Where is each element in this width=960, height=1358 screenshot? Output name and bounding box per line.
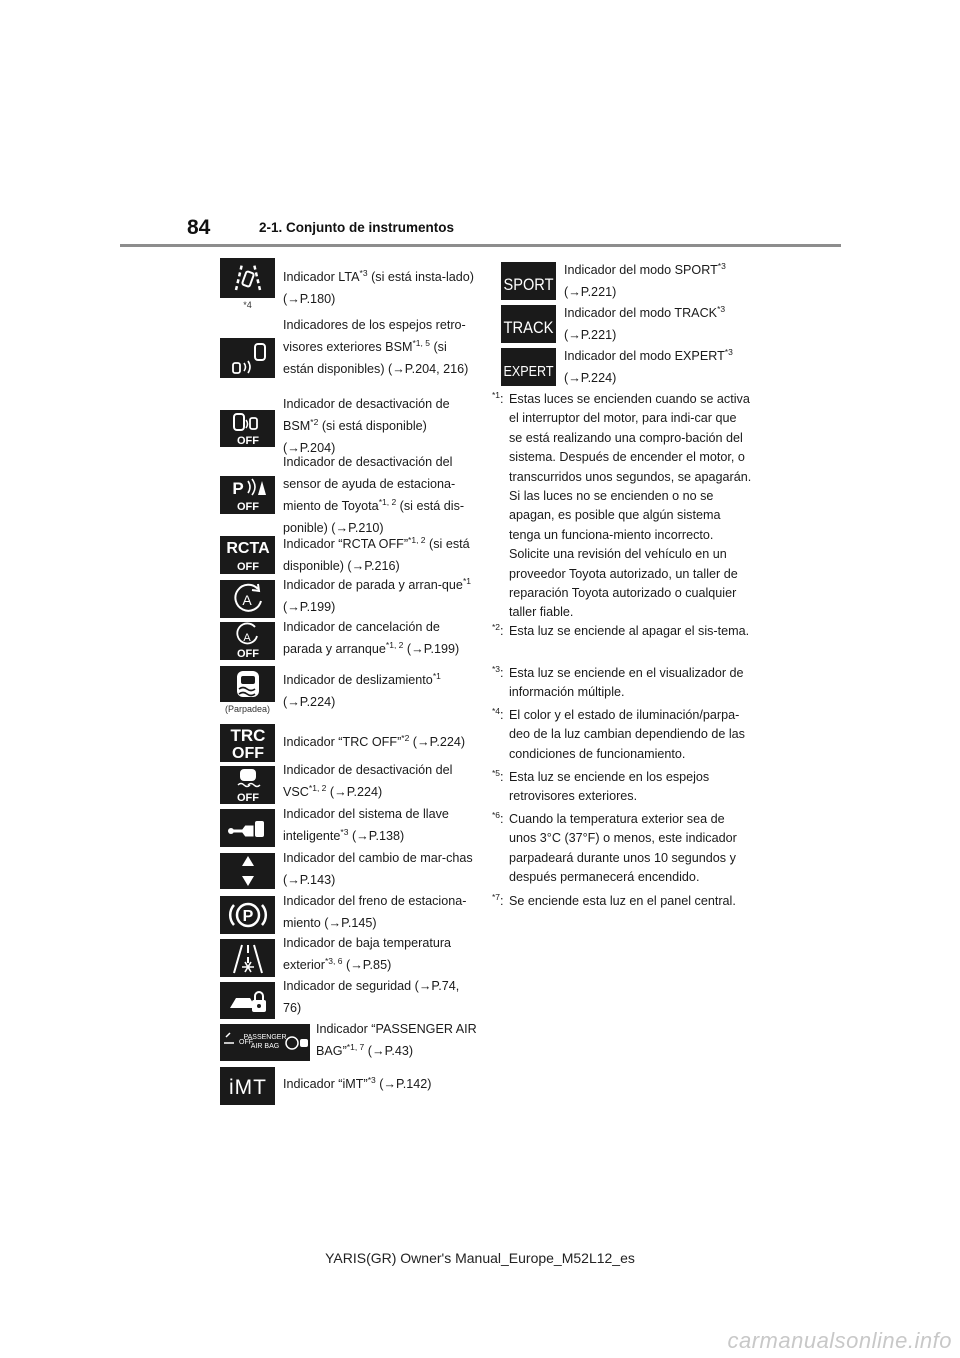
footnote-ref: *2 — [310, 416, 319, 427]
mode-indicator-description — [564, 302, 754, 346]
indicator-description — [283, 393, 478, 459]
indicator-reference: (→P.199) — [283, 600, 336, 614]
lta-icon — [220, 258, 275, 298]
indicator-reference: (si está dis-ponible) (→P.210) — [283, 499, 465, 535]
low-temp-icon — [220, 939, 275, 977]
footnote-ref: *1 — [432, 670, 441, 681]
security-icon — [220, 982, 275, 1019]
svg-text:OFF: OFF — [236, 434, 259, 447]
indicator-reference: (→P.224) — [564, 371, 617, 385]
footnote-mark: *5 — [492, 767, 501, 778]
footnote-mark: *4 — [492, 705, 501, 716]
indicator-text: Indicador “RCTA OFF” — [283, 537, 409, 551]
svg-text:EXPERT: EXPERT — [503, 363, 554, 380]
indicator-reference: (→P.221) — [564, 328, 617, 342]
indicator-description — [283, 574, 478, 618]
indicator-reference: (→P.85) — [342, 958, 392, 972]
indicator-description — [283, 533, 478, 577]
indicator-description — [283, 932, 478, 976]
indicator-text: Indicador de cancelación de parada y arranque — [283, 620, 440, 656]
footnote-ref: *1, 2 — [385, 639, 404, 650]
svg-text:RCTA: RCTA — [225, 540, 270, 557]
indicator-description — [283, 314, 478, 380]
indicator-description — [283, 266, 478, 310]
svg-text:PASSENGER: PASSENGER — [243, 1033, 287, 1041]
footnote-ref: *1, 2 — [378, 496, 397, 507]
indicator-description — [283, 890, 478, 934]
slip-icon — [220, 666, 275, 702]
footnote-ref: *1, 2 — [308, 782, 327, 793]
footnote-mark: *1 — [492, 389, 501, 400]
indicator-description — [283, 1073, 478, 1095]
indicator-reference: (→P.142) — [375, 1077, 432, 1091]
svg-text:TRC: TRC — [230, 726, 265, 745]
footnote-mark: *6 — [492, 809, 501, 820]
svg-text:OFF: OFF — [231, 745, 264, 762]
footnote-ref: *3, 6 — [325, 955, 343, 966]
imt-icon — [220, 1067, 275, 1105]
footnote-text: Esta luz se enciende en los espejos retrovisores exteriores. — [509, 770, 710, 804]
indicator-text: Indicador “iMT” — [283, 1077, 368, 1091]
indicator-reference: (→P.224) — [283, 695, 336, 709]
track-mode-icon — [501, 305, 556, 343]
icon-caption: *4 — [243, 300, 252, 310]
vsc-off-icon — [220, 766, 275, 804]
footnote-ref: *2 — [401, 732, 410, 743]
footnote-text: Esta luz se enciende al apagar el sis-tema. — [509, 624, 750, 638]
footnote: $^{*1}$: Estas luces se encienden cuando se activa el interruptor del motor, para indi-car que se está realizando una compro-bación del sistema. Después de encender el motor, o transcurridos unos segundos, se apagarán. Si las luces no se encienden o no se apagan, es posible que algún sistema tenga un funciona-miento incorrecto. Solicite una revisión del vehículo en un proveedor Toyota autorizado, un taller de reparación Toyota autorizado o cualquier taller fiable. — [492, 390, 752, 623]
indicator-description — [283, 669, 478, 713]
footnote-ref: *3 — [359, 267, 368, 278]
bsm-off-icon — [220, 410, 275, 447]
indicator-text: Indicador del sistema de llave inteligente — [283, 807, 449, 843]
indicator-text: Indicador del cambio de mar-chas (→P.143) — [283, 851, 473, 887]
footnote: $^{*5}$: Esta luz se enciende en los espejos retrovisores exteriores. — [492, 768, 752, 807]
footnote: $^{*2}$: Esta luz se enciende al apagar el sis-tema. — [492, 622, 752, 641]
parking-sensor-off-icon — [220, 476, 275, 514]
passenger-airbag-icon — [220, 1024, 310, 1061]
page-number: 84 — [187, 216, 211, 239]
footnote-ref: *1 — [462, 575, 471, 586]
footnote-ref: *1, 5 — [412, 337, 430, 348]
svg-text:SPORT: SPORT — [503, 275, 554, 294]
svg-text:iMT: iMT — [228, 1076, 267, 1099]
section-title: 2-1. Conjunto de instrumentos — [259, 220, 455, 235]
mode-indicator-description — [564, 259, 754, 303]
indicator-text: Indicador del modo EXPERT — [564, 349, 725, 363]
footnote-ref: *1, 7 — [346, 1041, 365, 1052]
footnote: $^{*3}$: Esta luz se enciende en el visualizador de información múltiple. — [492, 664, 752, 703]
footnote-ref: *3 — [367, 1074, 376, 1085]
indicator-text: Indicador del modo SPORT — [564, 263, 718, 277]
indicator-reference: (→P.221) — [564, 285, 617, 299]
svg-text:OFF: OFF — [236, 561, 259, 573]
parking-brake-icon — [220, 896, 275, 934]
indicator-text: Indicador de desactivación del sensor de ayuda de estaciona-miento de Toyota — [283, 455, 456, 513]
footnote-text: Esta luz se enciende en el visualizador de información múltiple. — [509, 666, 744, 700]
expert-mode-icon — [501, 348, 556, 386]
svg-text:A: A — [242, 632, 251, 644]
indicator-reference: (→P.43) — [364, 1044, 414, 1058]
indicator-text: Indicador de desactivación de BSM — [283, 397, 450, 433]
indicator-reference: (si están disponibles) (→P.204, 216) — [283, 340, 469, 376]
bsm-mirror-icon — [220, 338, 275, 378]
footnote-ref: *3 — [717, 260, 726, 271]
indicator-description — [283, 731, 478, 753]
watermark: carmanualsonline.info — [727, 1328, 952, 1353]
footnote-ref: *3 — [340, 826, 349, 837]
svg-text:P: P — [242, 908, 253, 925]
footnote-text: El color y el estado de iluminación/parpa-deo de la luz cambian dependiendo de las condiciones de funcionamiento. — [509, 708, 745, 761]
indicator-reference: (→P.224) — [326, 785, 383, 799]
indicator-reference: (→P.199) — [403, 642, 460, 656]
svg-text:OFF: OFF — [236, 648, 259, 660]
indicator-reference: (→P.138) — [348, 829, 405, 843]
indicator-description — [283, 847, 478, 891]
footnote-mark: *3 — [492, 663, 501, 674]
footnote-ref: *3 — [717, 303, 726, 314]
trc-off-icon — [220, 724, 275, 762]
indicator-text: Indicador de seguridad (→P.74, 76) — [283, 979, 460, 1015]
footer-text: YARIS(GR) Owner's Manual_Europe_M52L12_es — [325, 1250, 635, 1266]
smart-key-icon — [220, 809, 275, 847]
indicator-text: Indicador del freno de estaciona-miento (→P.145) — [283, 894, 467, 930]
svg-text:OFF: OFF — [239, 1038, 253, 1046]
footnote-ref: *3 — [724, 346, 733, 357]
icon-caption: (Parpadea) — [224, 704, 271, 714]
indicator-reference: (si está insta-lado) (→P.180) — [283, 270, 474, 306]
indicator-text: Indicador de parada y arran-que — [283, 578, 463, 592]
stop-start-off-icon — [220, 622, 275, 660]
indicator-text: Indicador LTA — [283, 270, 360, 284]
indicator-description — [283, 616, 478, 660]
footnote: $^{*6}$: Cuando la temperatura exterior sea de unos 3°C (37°F) o menos, este indicador parpadeará durante unos 10 segundos y después permanecerá encendido. — [492, 810, 752, 888]
stop-start-icon — [220, 580, 275, 618]
indicator-text: Indicador de deslizamiento — [283, 673, 433, 687]
indicator-text: Indicador “PASSENGER AIR BAG” — [316, 1022, 477, 1058]
indicator-text: Indicadores de los espejos retro-visores exteriores BSM — [283, 318, 466, 354]
shift-icon — [220, 853, 275, 889]
rcta-off-icon — [220, 536, 275, 574]
footnote-text: Estas luces se encienden cuando se activa el interruptor del motor, para indi-car que se está realizando una compro-bación del sistema. Después de encender el motor, o transcurridos unos segundos, se apagarán. Si las luces no se encienden o no se apagan, es posible que algún sistema tenga un funciona-miento incorrecto. Solicite una revisión del vehículo en un proveedor Toyota autorizado, un taller de reparación Toyota autorizado o cualquier taller fiable. — [509, 392, 752, 620]
mode-indicator-description — [564, 345, 754, 389]
indicator-description — [283, 975, 478, 1019]
svg-text:AIR BAG: AIR BAG — [250, 1042, 280, 1050]
svg-text:A: A — [241, 592, 252, 608]
indicator-text: Indicador de baja temperatura exterior — [283, 936, 452, 972]
indicator-description — [283, 759, 478, 803]
sport-mode-icon — [501, 262, 556, 300]
indicator-text: Indicador de desactivación del VSC — [283, 763, 453, 799]
header-divider — [120, 244, 841, 247]
indicator-reference: (si está disponible) (→P.216) — [283, 537, 470, 573]
footnote: $^{*7}$: Se enciende esta luz en el panel central. — [492, 892, 752, 911]
svg-text:OFF: OFF — [236, 792, 259, 804]
indicator-reference: (si está disponible) (→P.204) — [283, 419, 427, 455]
indicator-text: Indicador “TRC OFF” — [283, 735, 402, 749]
indicator-description — [283, 803, 478, 847]
indicator-reference: (→P.224) — [409, 735, 466, 749]
footnote-ref: *1, 2 — [408, 534, 426, 545]
svg-text:TRACK: TRACK — [503, 318, 555, 337]
footnote-mark: *2 — [492, 621, 501, 632]
footnote-mark: *7 — [492, 891, 501, 902]
indicator-description — [316, 1018, 478, 1062]
svg-text:P: P — [231, 479, 244, 498]
svg-text:OFF: OFF — [236, 501, 259, 513]
footnote-text: Se enciende esta luz en el panel central. — [509, 894, 736, 908]
footnote-text: Cuando la temperatura exterior sea de unos 3°C (37°F) o menos, este indicador parpadeará durante unos 10 segundos y después permanecerá encendido. — [509, 812, 737, 885]
footnote: $^{*4}$: El color y el estado de iluminación/parpa-deo de la luz cambian dependiendo de las condiciones de funcionamiento. — [492, 706, 752, 764]
indicator-text: Indicador del modo TRACK — [564, 306, 718, 320]
indicator-description — [283, 451, 478, 539]
